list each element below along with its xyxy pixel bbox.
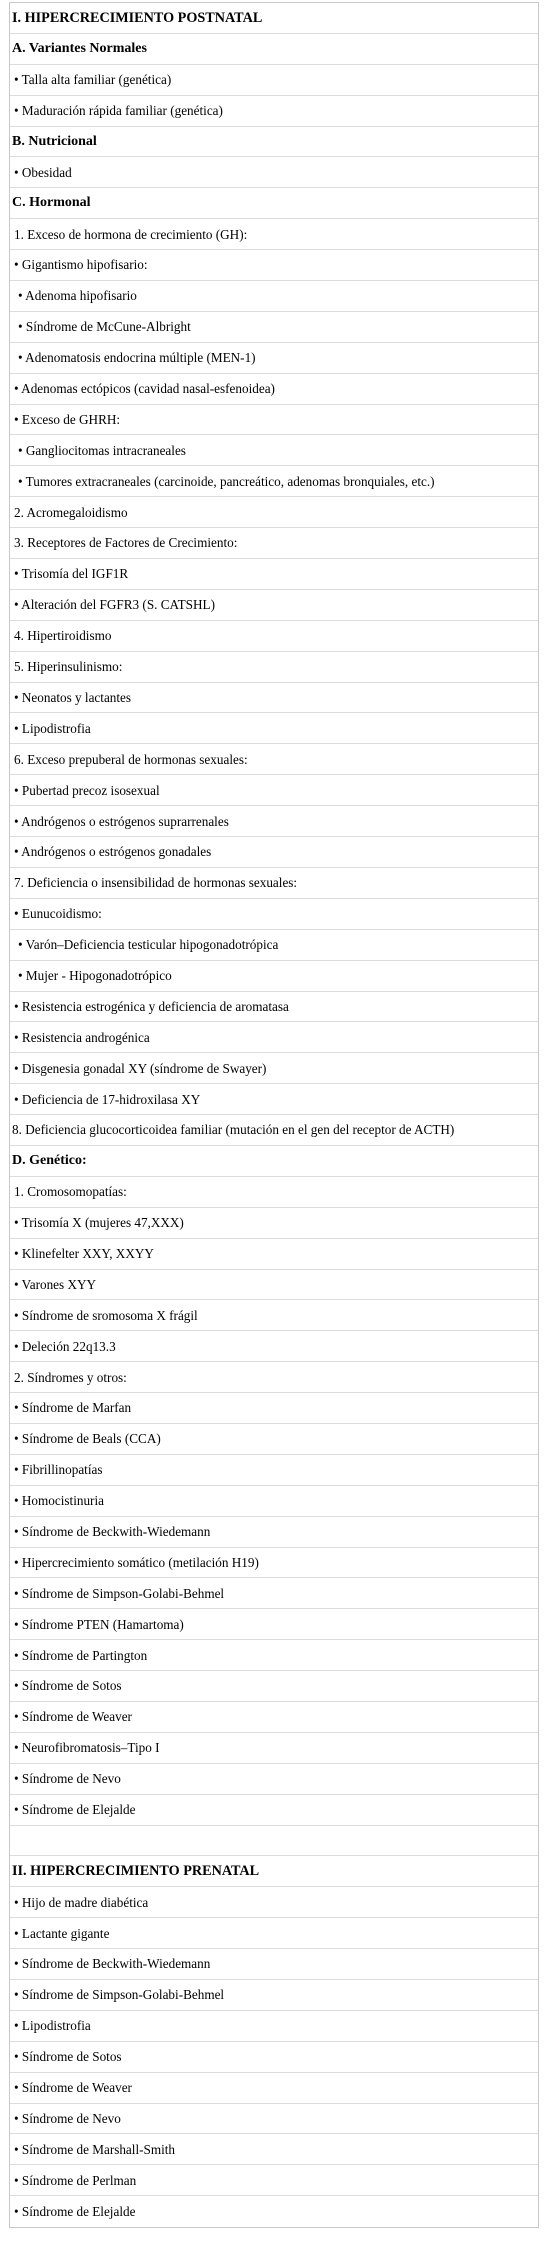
category-heading — [10, 127, 538, 158]
numbered-item — [10, 868, 538, 899]
category-heading — [10, 1146, 538, 1177]
numbered-item-text: 1. Exceso de hormona de crecimiento (GH): — [14, 226, 248, 242]
section-heading — [10, 3, 538, 34]
list-item-text: • Lipodistrofia — [14, 2018, 91, 2034]
list-item-text: • Hipercrecimiento somático (metilación H19) — [14, 1554, 259, 1570]
sub-list-item-text: • Adenoma hipofisario — [18, 288, 137, 304]
numbered-item — [10, 1177, 538, 1208]
list-item-text: • Alteración del FGFR3 (S. CATSHL) — [14, 597, 215, 613]
list-item — [10, 1239, 538, 1270]
list-item — [10, 1949, 538, 1980]
list-item — [10, 806, 538, 837]
list-item-text: • Deficiencia de 17-hidroxilasa XY — [14, 1091, 201, 1107]
list-item-text: • Síndrome PTEN (Hamartoma) — [14, 1616, 184, 1632]
list-item-text: • Síndrome de Beckwith-Wiedemann — [14, 1523, 211, 1539]
sub-list-item-text: • Adenomatosis endocrina múltiple (MEN-1) — [18, 350, 256, 366]
list-item-text: • Varones XYY — [14, 1276, 97, 1292]
numbered-item-text: 6. Exceso prepuberal de hormonas sexuales: — [14, 751, 248, 767]
category-heading — [10, 34, 538, 65]
list-item-text: • Síndrome de Beals (CCA) — [14, 1431, 161, 1447]
list-item — [10, 1609, 538, 1640]
list-item — [10, 1084, 538, 1115]
numbered-item-text: 3. Receptores de Factores de Crecimiento: — [14, 535, 238, 551]
list-item-text: • Pubertad precoz isosexual — [14, 782, 160, 798]
sub-list-item-text: • Mujer - Hipogonadotrópico — [18, 967, 172, 983]
numbered-item-text: 1. Cromosomopatías: — [14, 1184, 127, 1200]
list-item-text: • Síndrome de Marfan — [14, 1400, 132, 1416]
list-item-text: • Síndrome de Simpson-Golabi-Behmel — [14, 1987, 225, 2003]
list-item — [10, 1270, 538, 1301]
list-item-text: • Síndrome de Nevo — [14, 2110, 121, 2126]
list-item-text: • Trisomía del IGF1R — [14, 566, 129, 582]
list-item — [10, 1424, 538, 1455]
numbered-item — [10, 652, 538, 683]
list-item — [10, 683, 538, 714]
category-heading — [10, 188, 538, 219]
list-item — [10, 1053, 538, 1084]
list-item-text: • Fibrillinopatías — [14, 1462, 103, 1478]
list-item-text: • Hijo de madre diabética — [14, 1894, 149, 1910]
list-item — [10, 2011, 538, 2042]
list-item-text: • Síndrome de Nevo — [14, 1771, 121, 1787]
list-item — [10, 1517, 538, 1548]
list-item — [10, 2134, 538, 2165]
list-item — [10, 1764, 538, 1795]
list-item-text: • Gigantismo hipofisario: — [14, 257, 148, 273]
list-item-text: • Síndrome de Sotos — [14, 1678, 122, 1694]
list-item — [10, 1918, 538, 1949]
list-item-text: • Síndrome de Elejalde — [14, 1802, 136, 1817]
numbered-item — [10, 219, 538, 250]
list-item-text: • Resistencia androgénica — [14, 1029, 150, 1045]
sub-list-item — [10, 343, 538, 374]
list-item-text: • Síndrome de Weaver — [14, 1709, 132, 1725]
numbered-item-text: 8. Deficiencia glucocorticoidea familiar (mutación en el gen del receptor de ACTH) — [12, 1122, 455, 1138]
list-item — [10, 65, 538, 96]
sub-list-item — [10, 281, 538, 312]
numbered-item — [10, 621, 538, 652]
list-item-text: • Maduración rápida familiar (genética) — [14, 103, 223, 119]
list-item-text: • Andrógenos o estrógenos suprarrenales — [14, 813, 229, 829]
list-item — [10, 1548, 538, 1579]
list-item-text: • Talla alta familiar (genética) — [14, 72, 172, 88]
list-item-text: • Síndrome de Elejalde — [14, 2204, 136, 2220]
numbered-item-text: 5. Hiperinsulinismo: — [14, 659, 123, 675]
list-item — [10, 96, 538, 127]
list-item — [10, 899, 538, 930]
list-item-text: • Síndrome de Sotos — [14, 2049, 122, 2065]
list-item-text: • Trisomía X (mujeres 47,XXX) — [14, 1215, 184, 1231]
list-item-text: • Disgenesia gonadal XY (síndrome de Swayer) — [14, 1060, 267, 1076]
list-item — [10, 713, 538, 744]
list-item — [10, 1980, 538, 2011]
list-item — [10, 1393, 538, 1424]
list-item — [10, 405, 538, 436]
blank-row — [10, 1826, 538, 1857]
list-item-text: • Síndrome de Perlman — [14, 2172, 137, 2188]
classification-table — [9, 2, 539, 2228]
list-item — [10, 2196, 538, 2227]
list-item — [10, 250, 538, 281]
numbered-item — [10, 744, 538, 775]
list-item — [10, 2073, 538, 2104]
list-item-text: • Obesidad — [14, 164, 72, 180]
sub-list-item — [10, 435, 538, 466]
list-item — [10, 1671, 538, 1702]
list-item — [10, 559, 538, 590]
sub-list-item — [10, 930, 538, 961]
list-item-text: • Síndrome de Weaver — [14, 2080, 132, 2096]
list-item — [10, 1640, 538, 1671]
sub-list-item-text: • Varón–Deficiencia testicular hipogonadotrópica — [18, 937, 279, 953]
list-item — [10, 1795, 538, 1826]
list-item-text: • Síndrome de sromosoma X frágil — [14, 1307, 198, 1323]
list-item — [10, 2104, 538, 2135]
list-item-text: • Neurofibromatosis–Tipo I — [14, 1740, 160, 1756]
list-item — [10, 1300, 538, 1331]
list-item — [10, 1455, 538, 1486]
list-item — [10, 1702, 538, 1733]
list-item — [10, 775, 538, 806]
numbered-item — [10, 528, 538, 559]
list-item-text: • Deleción 22q13.3 — [14, 1338, 116, 1354]
numbered-item-text: 2. Síndromes y otros: — [14, 1369, 127, 1385]
list-item-text: • Síndrome de Beckwith-Wiedemann — [14, 1956, 211, 1972]
list-item — [10, 1022, 538, 1053]
numbered-item — [10, 497, 538, 528]
sub-list-item-text: • Síndrome de McCune-Albright — [18, 319, 191, 335]
list-item-text: • Adenomas ectópicos (cavidad nasal-esfenoidea) — [14, 381, 275, 397]
sub-list-item — [10, 312, 538, 343]
list-item-text: • Lactante gigante — [14, 1925, 110, 1941]
list-item-text: • Lipodistrofia — [14, 720, 91, 736]
list-item-text: • Andrógenos o estrógenos gonadales — [14, 844, 212, 860]
list-item — [10, 2165, 538, 2196]
numbered-item-text: 2. Acromegaloidismo — [14, 504, 128, 520]
numbered-item — [10, 1362, 538, 1393]
list-item-text: • Síndrome de Marshall-Smith — [14, 2141, 176, 2157]
list-item — [10, 157, 538, 188]
category-heading-text: C. Hormonal — [12, 195, 91, 211]
list-item — [10, 1578, 538, 1609]
list-item — [10, 1208, 538, 1239]
list-item — [10, 1331, 538, 1362]
list-item-text: • Homocistinuria — [14, 1493, 104, 1509]
list-item — [10, 837, 538, 868]
list-item — [10, 1887, 538, 1918]
sub-list-item — [10, 961, 538, 992]
section-heading-text: I. HIPERCRECIMIENTO POSTNATAL — [12, 9, 263, 26]
list-item — [10, 1486, 538, 1517]
list-item-text: • Eunucoidismo: — [14, 906, 102, 922]
list-item-text: • Síndrome de Simpson-Golabi-Behmel — [14, 1585, 225, 1601]
list-item-text: • Resistencia estrogénica y deficiencia de aromatasa — [14, 998, 289, 1014]
section-heading — [10, 1856, 538, 1887]
list-item — [10, 1733, 538, 1764]
list-item-text: • Síndrome de Partington — [14, 1647, 148, 1663]
list-item — [10, 374, 538, 405]
numbered-item — [10, 1115, 538, 1146]
category-heading-text: B. Nutricional — [12, 133, 97, 149]
category-heading-text: D. Genético: — [12, 1152, 87, 1168]
section-heading-text: II. HIPERCRECIMIENTO PRENATAL — [12, 1863, 260, 1880]
list-item — [10, 992, 538, 1023]
list-item — [10, 590, 538, 621]
numbered-item-text: 4. Hipertiroidismo — [14, 628, 112, 644]
sub-list-item-text: • Tumores extracraneales (carcinoide, pancreático, adenomas bronquiales, etc.) — [18, 473, 435, 489]
sub-list-item — [10, 466, 538, 497]
numbered-item-text: 7. Deficiencia o insensibilidad de hormonas sexuales: — [14, 875, 298, 891]
list-item-text: • Exceso de GHRH: — [14, 411, 121, 427]
sub-list-item-text: • Gangliocitomas intracraneales — [18, 442, 186, 458]
list-item — [10, 2042, 538, 2073]
category-heading-text: A. Variantes Normales — [12, 40, 147, 56]
list-item-text: • Neonatos y lactantes — [14, 689, 132, 705]
list-item-text: • Klinefelter XXY, XXYY — [14, 1245, 154, 1261]
